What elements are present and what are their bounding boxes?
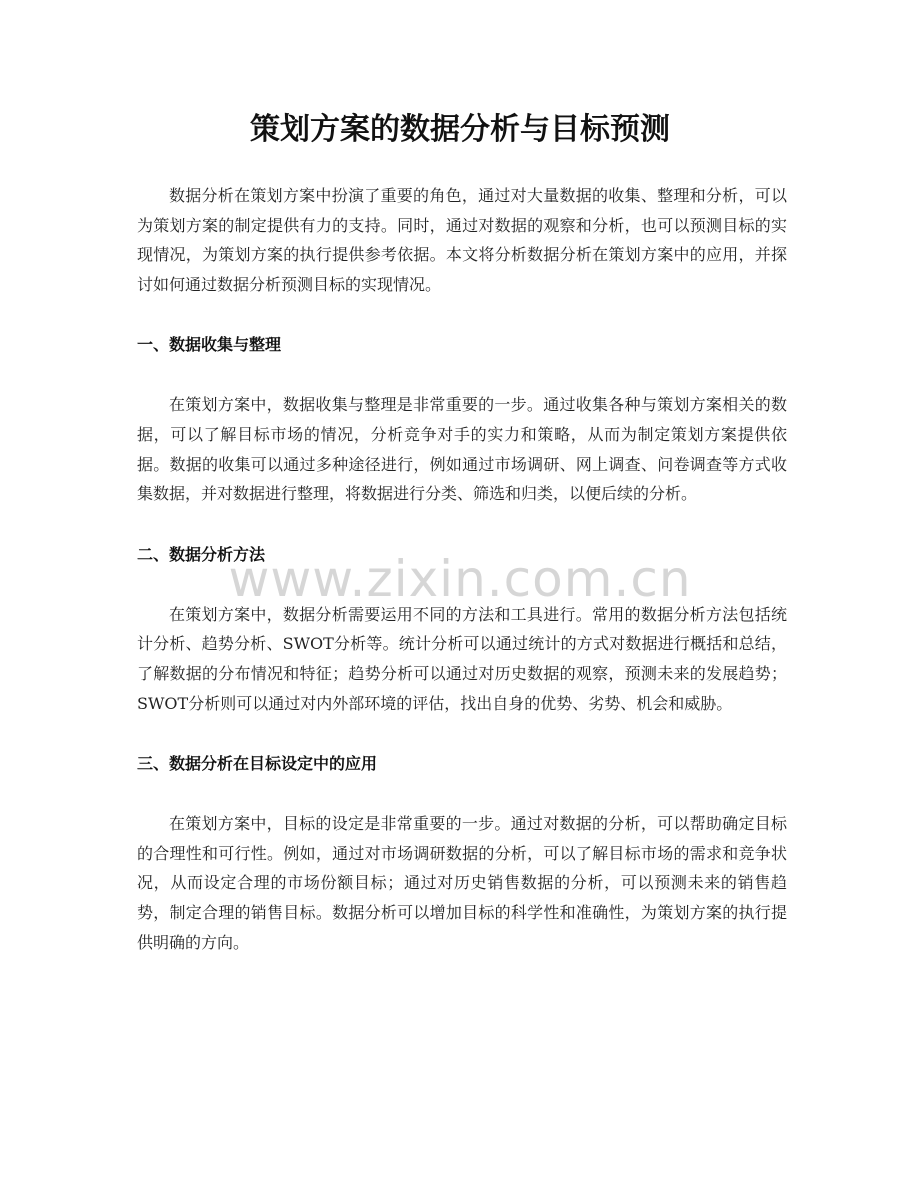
section-body-3: 在策划方案中，目标的设定是非常重要的一步。通过对数据的分析，可以帮助确定目标的合理性和可行性。例如，通过对市场调研数据的分析，可以了解目标市场的需求和竞争状况，从而设定合理的市场份额目标；通过对历史销售数据的分析，可以预测未来的销售趋势，制定合理的销售目标。数据分析可以增加目标的科学性和准确性，为策划方案的执行提供明确的方向。 bbox=[137, 814, 787, 952]
section-heading-3: 三、数据分析在目标设定中的应用 bbox=[137, 754, 378, 774]
document-body bbox=[137, 181, 787, 957]
watermark-text: www.zixin.com.cn bbox=[228, 550, 692, 608]
document-title: 策划方案的数据分析与目标预测 bbox=[250, 112, 670, 147]
section-body-2: 在策划方案中，数据分析需要运用不同的方法和工具进行。常用的数据分析方法包括统计分析、趋势分析、SWOT分析等。统计分析可以通过统计的方式对数据进行概括和总结，了解数据的分布情况和特征；趋势分析可以通过对历史数据的观察，预测未来的发展趋势；SWOT分析则可以通过对内外部环境的评估，找出自身的优势、劣势、机会和威胁。 bbox=[137, 604, 787, 713]
section-heading-1: 一、数据收集与整理 bbox=[137, 335, 282, 355]
intro-paragraph: 数据分析在策划方案中扮演了重要的角色，通过对大量数据的收集、整理和分析，可以为策划方案的制定提供有力的支持。同时，通过对数据的观察和分析，也可以预测目标的实现情况，为策划方案的执行提供参考依据。本文将分析数据分析在策划方案中的应用，并探讨如何通过数据分析预测目标的实现情况。 bbox=[137, 186, 787, 294]
section-heading-2: 二、数据分析方法 bbox=[137, 544, 266, 564]
section-body-1: 在策划方案中，数据收集与整理是非常重要的一步。通过收集各种与策划方案相关的数据，可以了解目标市场的情况，分析竞争对手的实力和策略，从而为制定策划方案提供依据。数据的收集可以通过多种途径进行，例如通过市场调研、网上调查、问卷调查等方式收集数据，并对数据进行整理，将数据进行分类、筛选和归类，以便后续的分析。 bbox=[137, 395, 787, 504]
